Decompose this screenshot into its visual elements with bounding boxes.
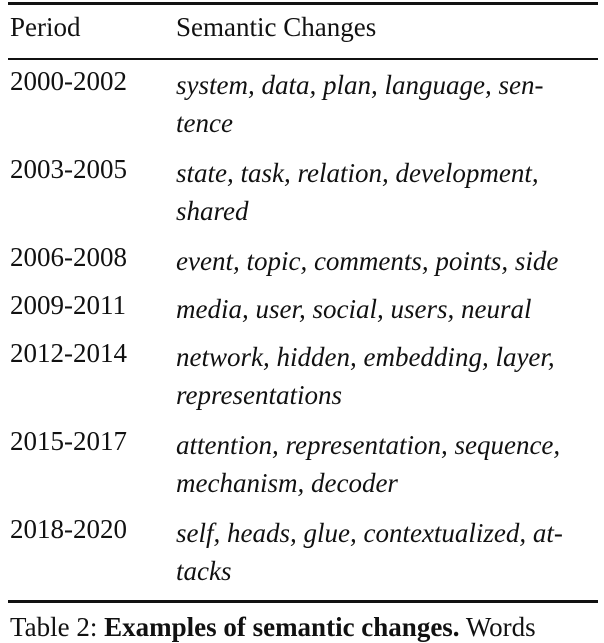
- table-row: [0, 154, 604, 242]
- header-semantic-changes: Semantic Changes: [176, 12, 377, 42]
- changes-line: event, topic, comments, points, side: [176, 246, 559, 276]
- table-top-rule: [8, 2, 598, 5]
- period-cell: 2018-2020: [10, 514, 127, 544]
- period-cell: 2003-2005: [10, 154, 127, 184]
- changes-line: system, data, plan, language, sen-: [176, 70, 544, 100]
- table-bottom-rule: [8, 600, 598, 603]
- changes-line: tacks: [176, 556, 232, 586]
- table-row: [0, 290, 604, 338]
- changes-cell: [176, 338, 602, 414]
- table-header-rule: [8, 58, 598, 60]
- changes-line: tence: [176, 108, 233, 138]
- table-row: [0, 514, 604, 602]
- table-row: [0, 242, 604, 290]
- period-cell: 2009-2011: [10, 290, 126, 320]
- table-row: [0, 66, 604, 154]
- changes-cell: [176, 514, 602, 590]
- changes-line: state, task, relation, development,: [176, 158, 539, 188]
- period-cell: 2006-2008: [10, 242, 127, 272]
- changes-line: self, heads, glue, contextualized, at-: [176, 518, 563, 548]
- changes-cell: [176, 242, 602, 280]
- period-cell: 2012-2014: [10, 338, 127, 368]
- changes-line: network, hidden, embedding, layer,: [176, 342, 555, 372]
- period-cell: 2015-2017: [10, 426, 127, 456]
- caption-title: Examples of semantic changes.: [104, 612, 460, 642]
- changes-line: shared: [176, 196, 249, 226]
- caption-label: Table 2:: [10, 612, 98, 642]
- table-caption: [10, 612, 536, 643]
- header-period: Period: [10, 12, 81, 42]
- changes-cell: [176, 66, 602, 142]
- table-row: [0, 338, 604, 426]
- period-cell: 2000-2002: [10, 66, 127, 96]
- table-body: [0, 66, 604, 602]
- table-row: [0, 426, 604, 514]
- changes-line: representations: [176, 380, 342, 410]
- caption-text: Words: [465, 612, 536, 642]
- changes-cell: [176, 154, 602, 230]
- changes-line: attention, representation, sequence,: [176, 430, 561, 460]
- changes-cell: [176, 290, 602, 328]
- changes-line: mechanism, decoder: [176, 468, 398, 498]
- changes-cell: [176, 426, 602, 502]
- changes-line: media, user, social, users, neural: [176, 294, 532, 324]
